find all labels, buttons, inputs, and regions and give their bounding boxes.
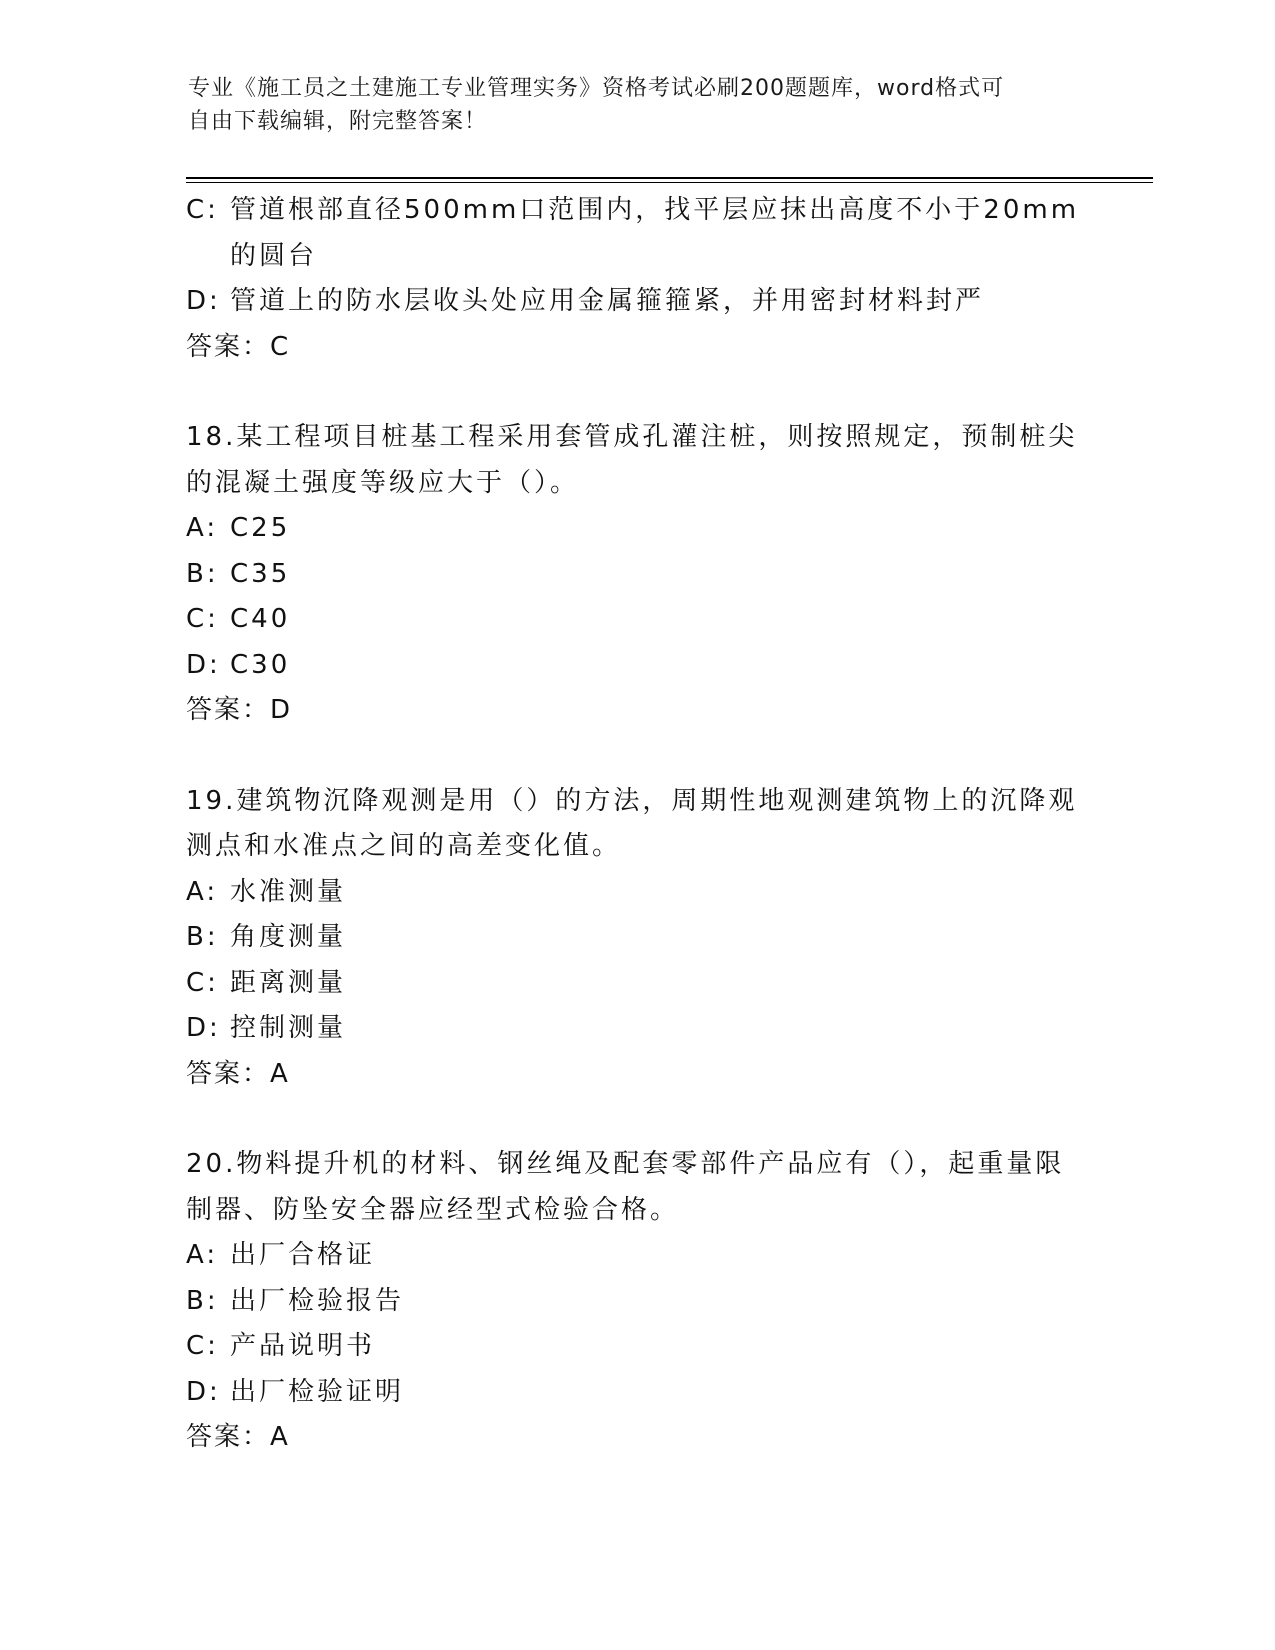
answer: 答案：A xyxy=(186,1058,290,1089)
spacer xyxy=(186,734,1086,779)
option-key: C: xyxy=(186,1331,219,1361)
option-text: C40 xyxy=(230,604,291,634)
option-d xyxy=(186,1370,1086,1416)
header-line-2: 自由下载编辑，附完整答案！ xyxy=(188,109,488,134)
option-key: A: xyxy=(186,1240,219,1270)
header-divider-thin xyxy=(186,182,1153,183)
option-a xyxy=(186,1233,1086,1279)
option-text: 距离测量 xyxy=(230,967,347,998)
option-text: 角度测量 xyxy=(230,922,347,952)
option-text: 控制测量 xyxy=(230,1013,347,1043)
option-a xyxy=(186,506,1086,552)
header-line-1: 专业《施工员之土建施工专业管理实务》资格考试必刷200题题库，word格式可 xyxy=(188,76,1005,101)
option-d xyxy=(186,279,1086,325)
question-stem: 20.物料提升机的材料、钢丝绳及配套零部件产品应有（），起重量限制器、防坠安全器应经型式检验合格。 xyxy=(186,1149,1065,1225)
option-c xyxy=(186,1324,1086,1370)
option-text: 出厂检验报告 xyxy=(230,1285,405,1316)
option-b xyxy=(186,1279,1086,1325)
option-text: 产品说明书 xyxy=(230,1331,376,1361)
option-c xyxy=(186,188,1086,279)
option-c xyxy=(186,961,1086,1007)
question-continuation xyxy=(186,188,1086,370)
option-key: B: xyxy=(186,1285,219,1316)
option-key: C: xyxy=(186,967,219,998)
spacer xyxy=(186,1097,1086,1142)
option-key: A: xyxy=(186,876,219,907)
option-key: D: xyxy=(186,649,221,680)
header-divider-thick xyxy=(186,177,1153,179)
option-text: 管道根部直径500mm口范围内，找平层应抹出高度不小于20mm的圆台 xyxy=(230,195,1080,271)
answer: 答案：D xyxy=(186,695,293,725)
option-d xyxy=(186,1006,1086,1052)
option-text: 出厂合格证 xyxy=(230,1240,376,1270)
document-body xyxy=(186,188,1086,1461)
question-19 xyxy=(186,779,1086,1098)
question-stem: 19.建筑物沉降观测是用（）的方法，周期性地观测建筑物上的沉降观测点和水准点之间的高差变化值。 xyxy=(186,785,1078,861)
answer: 答案：A xyxy=(186,1422,290,1452)
option-text: C30 xyxy=(230,649,291,680)
option-key: C: xyxy=(186,604,219,634)
option-text: C35 xyxy=(230,558,291,589)
option-text: 管道上的防水层收头处应用金属箍箍紧，并用密封材料封严 xyxy=(230,286,985,316)
option-key: D: xyxy=(186,1376,221,1407)
answer: 答案：C xyxy=(186,331,291,362)
document-header xyxy=(188,72,1068,138)
option-a xyxy=(186,870,1086,916)
spacer xyxy=(186,370,1086,415)
question-18 xyxy=(186,415,1086,734)
option-text: C25 xyxy=(230,513,291,543)
option-key: D: xyxy=(186,286,221,316)
question-20 xyxy=(186,1142,1086,1461)
option-b xyxy=(186,552,1086,598)
question-stem: 18.某工程项目桩基工程采用套管成孔灌注桩，则按照规定，预制桩尖的混凝土强度等级应大于（）。 xyxy=(186,422,1078,498)
option-key: C: xyxy=(186,195,219,225)
option-c xyxy=(186,597,1086,643)
option-text: 水准测量 xyxy=(230,876,347,907)
option-key: D: xyxy=(186,1013,221,1043)
option-key: B: xyxy=(186,922,219,952)
option-d xyxy=(186,643,1086,689)
option-text: 出厂检验证明 xyxy=(230,1376,405,1407)
option-key: B: xyxy=(186,558,219,589)
option-b xyxy=(186,915,1086,961)
option-key: A: xyxy=(186,513,219,543)
